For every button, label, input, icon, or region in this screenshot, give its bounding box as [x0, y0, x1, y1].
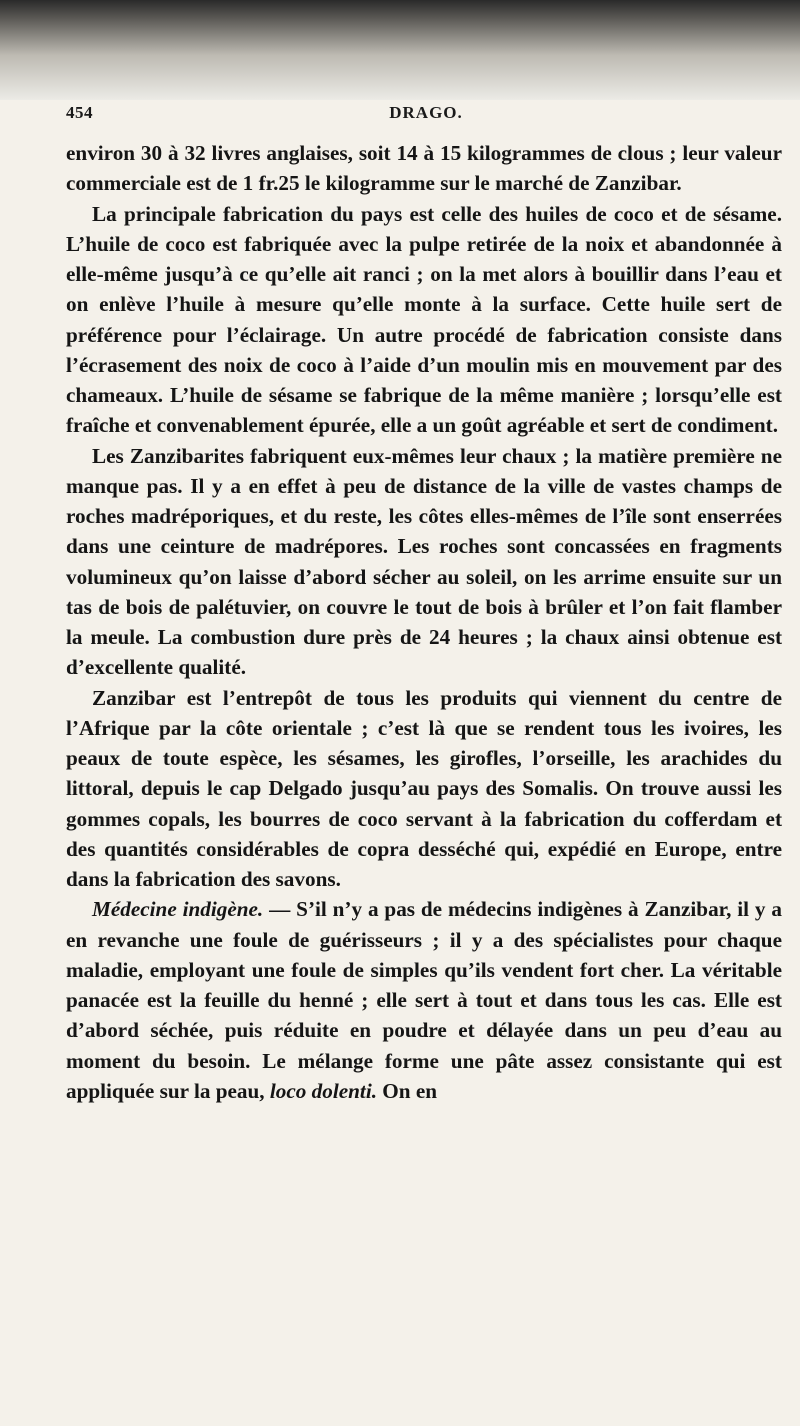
- page-number: 454: [66, 103, 93, 122]
- paragraph-text: Les Zanzibarites fabriquent eux-mêmes leur chaux ; la matière première ne manque pas. Il y a en effet à peu de distance de la ville de vastes champs de roches madréporiques, et du reste, les côtes elles-mêmes de l’île sont enserrées dans une ceinture de madrépores. Les roches sont concassées en fragments volumineux qu’on laisse d’abord sécher au soleil, on les arrime ensuite sur un tas de bois de palétuvier, on couvre le tout de bois à brûler et l’on fait flamber la meule. La combustion dure près de 24 heures ; la chaux ainsi obtenue est d’excellente qualité.: [66, 443, 782, 680]
- paragraph-oil-fabrication: [66, 199, 782, 441]
- paragraph-text: Zanzibar est l’entrepôt de tous les produits qui viennent du centre de l’Afrique par la côte orientale ; c’est là que se rendent tous les ivoires, les peaux de toute espèce, les sésames, les girofles, l’orseille, les arachides du littoral, depuis le cap Delgado jusqu’au pays des Somalis. On trouve aussi les gommes copals, les bourres de coco servant à la fabrication du cofferdam et des quantités considérables de copra desséché qui, expédié en Europe, entre dans la fabrication des savons.: [66, 685, 782, 891]
- paragraph-text: La principale fabrication du pays est celle des huiles de coco et de sésame. L’huile de coco est fabriquée avec la pulpe retirée de la noix et abandonnée à elle-même jusqu’à ce qu’elle ait ranci ; on la met alors à bouillir dans l’eau et on enlève l’huile à mesure qu’elle monte à la surface. Cette huile sert de préférence pour l’éclairage. Un autre procédé de fabrication consiste dans l’écrasement des noix de coco à l’aide d’un moulin mis en mouvement par des chameaux. L’huile de sésame se fabrique de la même manière ; lorsqu’elle est fraîche et convenablement épurée, elle a un goût agréable et sert de condiment.: [66, 201, 782, 438]
- latin-phrase: loco dolenti.: [269, 1078, 377, 1103]
- paragraph-indigenous-medicine: [66, 894, 782, 1106]
- running-title: DRAGO.: [389, 103, 463, 122]
- paragraph-lime-fabrication: [66, 441, 782, 683]
- section-heading: Médecine indigène.: [92, 897, 264, 922]
- paragraph-text: — S’il n’y a pas de médecins indigènes à Zanzibar, il y a en revanche une foule de guérisseurs ; il y a des spécialistes pour chaque maladie, employant une foule de simples qu’ils vendent fort cher. La véritable panacée est la feuille du henné ; elle sert à tout et dans tous les cas. Elle est d’abord séchée, puis réduite en poudre et délayée dans un peu d’eau au moment du besoin. Le mélange forme une pâte assez consistante qui est appliquée sur la peau,: [66, 897, 782, 1103]
- running-head: [66, 103, 786, 129]
- paragraph-trade-entrepot: [66, 683, 782, 895]
- paragraph-text: environ 30 à 32 livres anglaises, soit 14 à 15 kilogrammes de clous ; leur valeur commerciale est de 1 fr.25 le kilogramme sur le marché de Zanzibar.: [66, 141, 782, 196]
- paragraph-text-end: On en: [377, 1078, 438, 1103]
- paragraph-continuation: [66, 138, 782, 199]
- body-text: [66, 138, 782, 1106]
